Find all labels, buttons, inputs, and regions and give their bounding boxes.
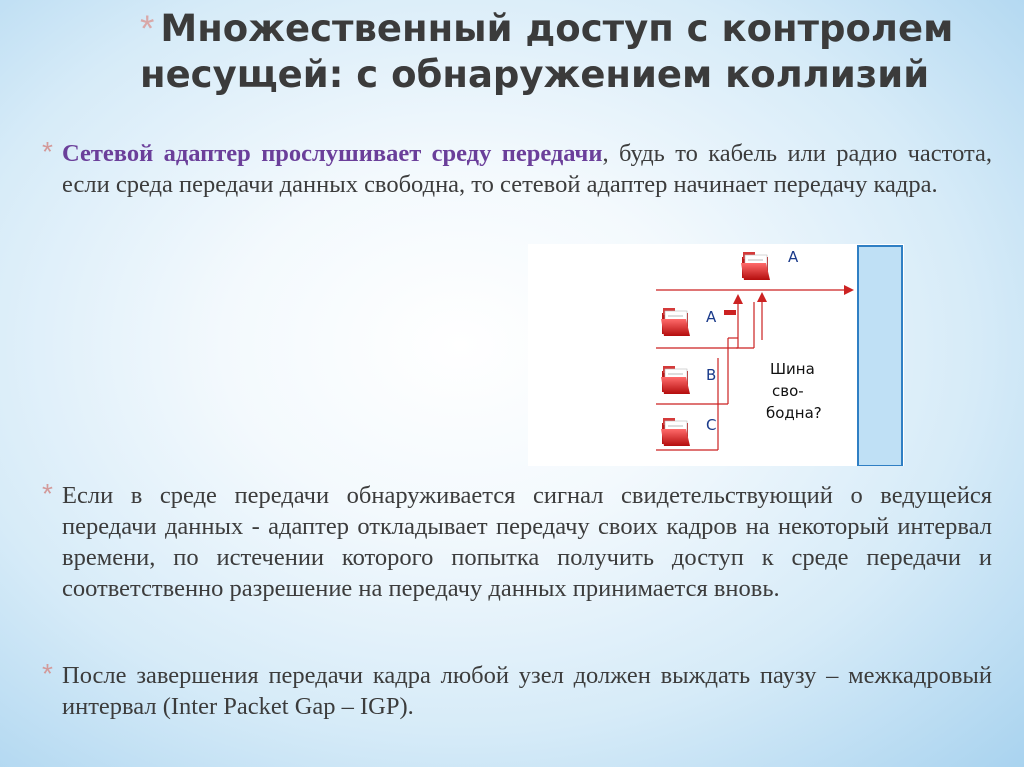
medium-arrowhead [844,285,854,295]
node-top-label: A [788,248,799,266]
folder-a-icon [661,308,690,336]
question-line-1: Шина [770,360,815,378]
node-a-signal [724,310,736,315]
bus-bar [858,246,902,466]
bullet-3: * [42,658,53,689]
bullet-1: * [42,136,53,167]
title-bullet: * [140,8,155,49]
riser-arrowhead-2 [757,292,767,302]
slide-title [140,6,1010,98]
paragraph-1 [42,136,993,200]
paragraph-2-text: Если в среде передачи обнаруживается сигнал свидетельствующий о ведущейся передачи данных - адаптер откладывает передачу своих кадров на некоторый интервал времени, по истечении которого попытка получить доступ к среде передачи и соответственно разрешение на передачу данных принимается вновь. [62,482,992,602]
title-text: Множественный доступ с контролем несущей: с обнаружением коллизий [140,7,954,96]
paragraph-2 [42,478,992,604]
question-line-3: бодна? [766,404,822,422]
folder-top-icon [741,252,770,280]
folder-b-icon [661,366,690,394]
node-b-label: B [706,366,717,384]
paragraph-1-text: , будь то кабель или радио частота, если среда передачи данных свободна, то сетевой адаптер начинает передачу кадра. [62,140,993,198]
question-line-2: сво- [772,382,804,400]
node-a-label: A [706,308,717,326]
folder-c-icon [661,418,690,446]
riser-arrowhead-1 [733,294,743,304]
csma-diagram [528,244,904,466]
paragraph-3-text: После завершения передачи кадра любой узел должен выждать паузу – межкадровый интервал (Inter Packet Gap – IGP). [62,662,992,720]
paragraph-3 [42,658,992,722]
paragraph-1-highlight: Сетевой адаптер прослушивает среду передачи [62,140,603,167]
node-c-label: C [706,416,717,434]
bullet-2: * [42,478,53,509]
